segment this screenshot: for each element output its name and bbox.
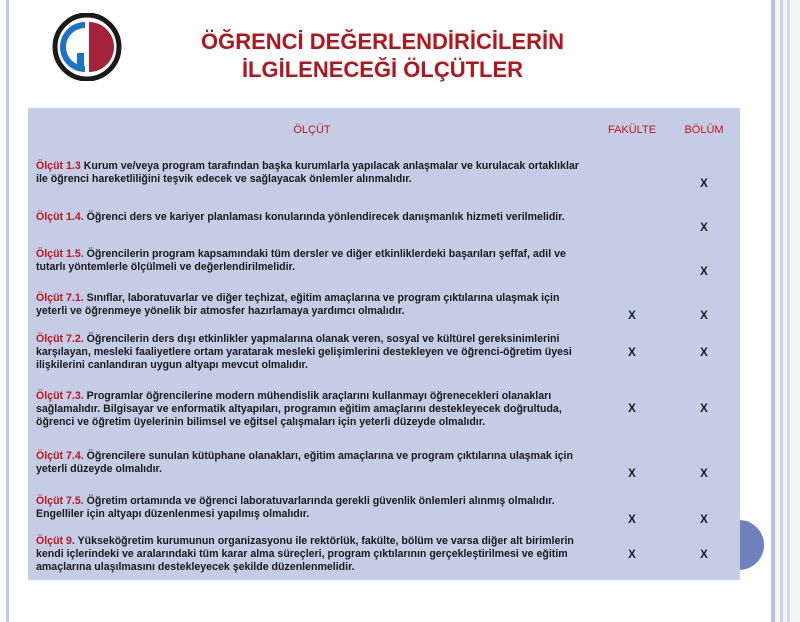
faculty-mark: X bbox=[628, 548, 636, 561]
table-row bbox=[28, 327, 740, 378]
criteria-table-panel bbox=[28, 108, 740, 580]
criterion-cell bbox=[28, 531, 596, 578]
criterion-cell bbox=[28, 151, 596, 195]
department-mark: X bbox=[700, 468, 708, 480]
criterion-text: Kurum ve/veya program tarafından başka kurumlarla yapılacak anlaşmalar ve kurulacak ortaklıklar ile öğrenci hareketliliğini teşvik edecek ve sağlayacak önlemler alınmalıdır. bbox=[36, 160, 579, 185]
left-frame-line bbox=[6, 0, 9, 622]
criterion-text: Programlar öğrencilerine modern mühendislik araçlarını kullanmayı öğrenecekleri olanakları sağlamalıdır. Bilgisayar ve enformatik altyapıları, programın eğitim amaçlarını destekleyecek doğrultuda, öğrenci ve öğretim üyelerinin bilimsel ve eğitsel çalışmaları için yeterli düzeyde olmalıdır. bbox=[36, 389, 562, 428]
department-column-header: BÖLÜM bbox=[684, 123, 724, 136]
criterion-code: Ölçüt 7.4. bbox=[36, 449, 84, 462]
page-title bbox=[150, 28, 615, 84]
university-logo bbox=[44, 13, 130, 81]
table-row bbox=[28, 283, 740, 327]
table-row bbox=[28, 378, 740, 440]
criterion-code: Ölçüt 1.4. bbox=[36, 210, 84, 223]
criterion-cell bbox=[28, 378, 596, 440]
department-mark: X bbox=[700, 178, 708, 190]
faculty-mark: X bbox=[628, 346, 636, 359]
table-row bbox=[28, 195, 740, 239]
table-row bbox=[28, 531, 740, 578]
criterion-code: Ölçüt 7.3. bbox=[36, 389, 84, 402]
department-mark: X bbox=[700, 403, 708, 415]
department-mark: X bbox=[700, 266, 708, 278]
table-row bbox=[28, 485, 740, 531]
criterion-cell bbox=[28, 283, 596, 327]
title-line-2: İLGİLENECEĞİ ÖLÇÜTLER bbox=[241, 57, 524, 82]
criterion-text: Sınıflar, laboratuvarlar ve diğer teçhizat, eğitim amaçlarına ve program çıktılarına ulaşmak için yeterli ve öğrenmeye yönelik bir atmosfer hazırlamaya yardımcı olmalıdır. bbox=[36, 292, 560, 317]
criterion-text: Öğrencilerin program kapsamındaki tüm dersler ve diğer etkinliklerdeki başarıları şeffaf, adil ve tutarlı yöntemlerle ölçülmeli ve değerlendirilmelidir. bbox=[36, 248, 566, 273]
criterion-code: Ölçüt 1.5. bbox=[36, 248, 84, 260]
faculty-column-header: FAKÜLTE bbox=[607, 123, 657, 136]
table-row bbox=[28, 440, 740, 485]
criterion-cell bbox=[28, 239, 596, 283]
faculty-mark bbox=[596, 151, 668, 195]
faculty-mark: X bbox=[628, 310, 636, 322]
criterion-code: Ölçüt 7.2. bbox=[36, 333, 84, 345]
department-mark: X bbox=[700, 310, 708, 322]
table-row bbox=[28, 239, 740, 283]
criterion-code: Ölçüt 9. bbox=[36, 535, 75, 547]
criterion-code: Ölçüt 7.1. bbox=[36, 292, 84, 304]
department-mark: X bbox=[700, 222, 708, 234]
criterion-code: Ölçüt 1.3 bbox=[36, 160, 81, 172]
department-mark: X bbox=[700, 346, 708, 359]
criterion-text: Öğretim ortamında ve öğrenci laboratuvarlarında gerekli güvenlik önlemleri alınmış olmalıdır. Engelliler için altyapı düzenlenmesi yapılmış olmalıdır. bbox=[36, 495, 555, 520]
criterion-text: Öğrencilere sunulan kütüphane olanakları, eğitim amaçlarına ve program çıktılarına ulaşmak için yeterli düzeyde olmalıdır. bbox=[36, 449, 573, 475]
faculty-mark bbox=[596, 195, 668, 239]
criterion-cell bbox=[28, 195, 596, 239]
criterion-column-header: ÖLÇÜT bbox=[293, 123, 331, 136]
faculty-mark bbox=[596, 239, 668, 283]
department-mark: X bbox=[700, 548, 708, 561]
criterion-text: Öğrencilerin ders dışı etkinlikler yapmalarına olanak veren, sosyal ve kültürel gereksinimlerini karşılayan, mesleki faaliyetlere ortam yaratarak mesleki gelişimlerini destekleyen ve öğrenci-öğretim üyesi ilişkilerini canlandıran uygun altyapı mevcut olmalıdır. bbox=[36, 333, 572, 371]
title-line-1: ÖĞRENCİ DEĞERLENDİRİCİLERİN bbox=[200, 29, 565, 54]
table-row bbox=[28, 151, 740, 195]
criteria-table bbox=[28, 108, 740, 578]
right-frame-decoration bbox=[771, 0, 800, 622]
department-mark: X bbox=[700, 514, 708, 526]
criterion-cell bbox=[28, 440, 596, 485]
criterion-text: Yükseköğretim kurumunun organizasyonu ile rektörlük, fakülte, bölüm ve varsa diğer alt birimlerin kendi içlerindeki ve aralarındaki tüm karar alma süreçleri, program çıktılarının gerçekleştirilmesi ve eğitim amaçlarına ulaşılmasını destekleyecek şekilde düzenlenmelidir. bbox=[36, 535, 574, 573]
faculty-mark: X bbox=[628, 468, 636, 480]
criterion-text: Öğrenci ders ve kariyer planlaması konularında yönlendirecek danışmanlık hizmeti verilmelidir. bbox=[83, 210, 565, 223]
faculty-mark: X bbox=[628, 403, 636, 415]
criterion-code: Ölçüt 7.5. bbox=[36, 495, 84, 507]
criterion-cell bbox=[28, 485, 596, 531]
criterion-cell bbox=[28, 327, 596, 378]
table-header-row bbox=[28, 108, 740, 151]
faculty-mark: X bbox=[628, 514, 636, 526]
